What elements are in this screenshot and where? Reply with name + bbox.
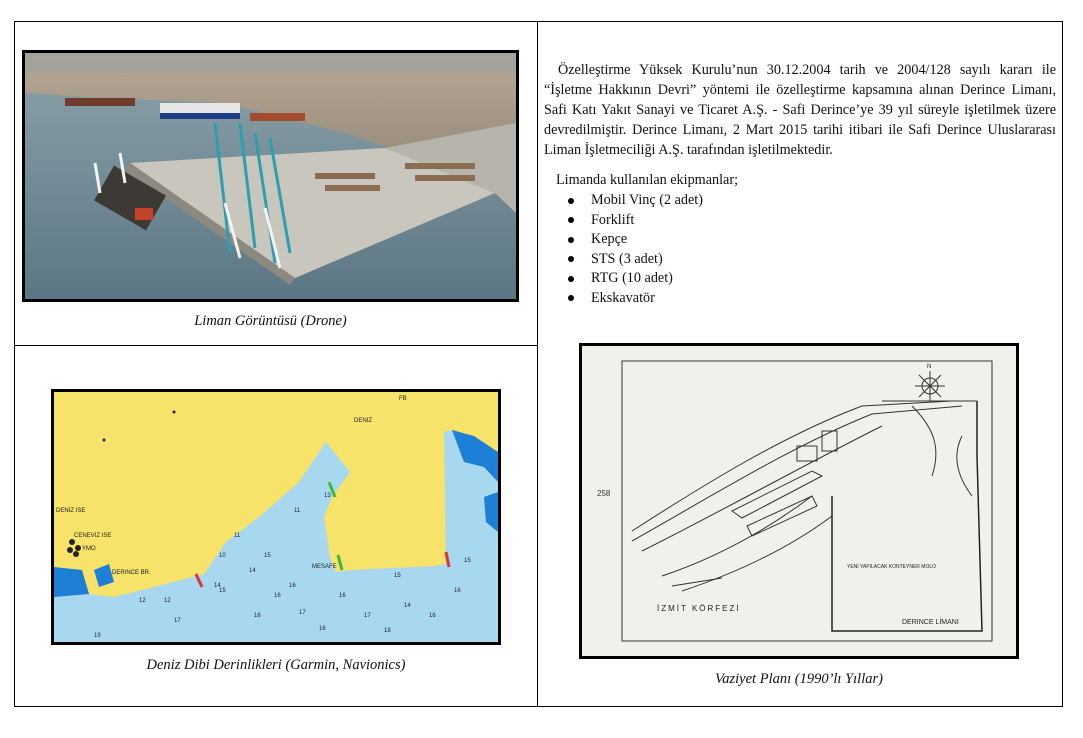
site-plan-image (582, 346, 1016, 656)
sounding: 15 (464, 558, 471, 564)
sounding: 11 (234, 533, 241, 539)
plan-label: İZMİT KÖRFEZİ (657, 604, 741, 613)
plan-label: YENİ YAPILACAK KONTEYNER MOLO (847, 564, 937, 570)
sounding: 17 (364, 613, 371, 619)
sounding: 15 (219, 588, 226, 594)
sounding: 13 (324, 493, 331, 499)
sounding: 14 (249, 568, 256, 574)
sounding: 11 (294, 508, 301, 514)
site-plan-caption: Vaziyet Planı (1990’lı Yıllar) (715, 671, 883, 687)
depth-chart-map (51, 389, 501, 645)
sounding: 10 (219, 553, 226, 559)
sounding: 17 (174, 618, 181, 624)
sounding: 14 (404, 603, 411, 609)
sounding: 16 (274, 593, 281, 599)
map-label: YMO (82, 546, 96, 552)
map-label: MESAFE (312, 564, 337, 570)
sounding: 17 (299, 610, 306, 616)
equipment-title: Limanda kullanılan ekipmanlar; (556, 172, 739, 188)
column-divider (537, 22, 538, 706)
drone-caption: Liman Görüntüsü (Drone) (194, 313, 347, 329)
equipment-list (568, 191, 703, 308)
map-label: CENEVIZ ISE (74, 533, 112, 539)
north-label: N (927, 364, 932, 370)
depth-caption: Deniz Dibi Derinlikleri (Garmin, Navionics) (146, 657, 406, 673)
row-divider (15, 345, 537, 346)
sounding: 12 (164, 598, 171, 604)
map-label: DENIZ (354, 418, 372, 424)
site-plan-drawing (579, 343, 1019, 659)
sounding: 19 (94, 633, 101, 639)
sounding: 16 (429, 613, 436, 619)
map-label: DERINCE BR. (112, 570, 151, 576)
sounding: 16 (254, 613, 261, 619)
port-description: Özelleştirme Yüksek Kurulu’nun 30.12.2004 tarih ve 2004/128 sayılı kararı ile “İşletme Hakkının Devri” yöntemi ile özelleştirme kapsamına alınan Derince Limanı, Safi Katı Yakıt Sanayi ve Ticaret A.Ş. - Safi Derince’ye 39 yıl süreyle işletilmek üzere devredilmiştir. Derince Limanı, 2 Mart 2015 tarihi itibari ile Safi Derince Uluslararası Liman İşletmeciliği A.Ş. tarafından işletilmektedir. (544, 62, 1056, 158)
sounding: 12 (139, 598, 146, 604)
sounding: 14 (214, 583, 221, 589)
sounding: 15 (264, 553, 271, 559)
equipment-item: RTG (10 adet) (568, 269, 703, 289)
sounding: 16 (319, 626, 326, 632)
port-aerial-image (25, 53, 516, 299)
nautical-chart-image (54, 392, 498, 642)
plan-label: DERINCE LİMANI (902, 619, 959, 626)
equipment-item: Forklift (568, 211, 703, 231)
sounding: 16 (289, 583, 296, 589)
equipment-item: Kepçe (568, 230, 703, 250)
drone-photo (22, 50, 519, 302)
map-label: FB (399, 396, 407, 402)
sounding: 18 (384, 628, 391, 634)
map-label: DENIZ ISE (56, 508, 86, 514)
sounding: 16 (454, 588, 461, 594)
plan-label: 258 (597, 489, 611, 498)
equipment-item: Mobil Vinç (2 adet) (568, 191, 703, 211)
sounding: 15 (394, 573, 401, 579)
equipment-item: STS (3 adet) (568, 250, 703, 270)
sounding: 16 (339, 593, 346, 599)
equipment-item: Ekskavatör (568, 289, 703, 309)
